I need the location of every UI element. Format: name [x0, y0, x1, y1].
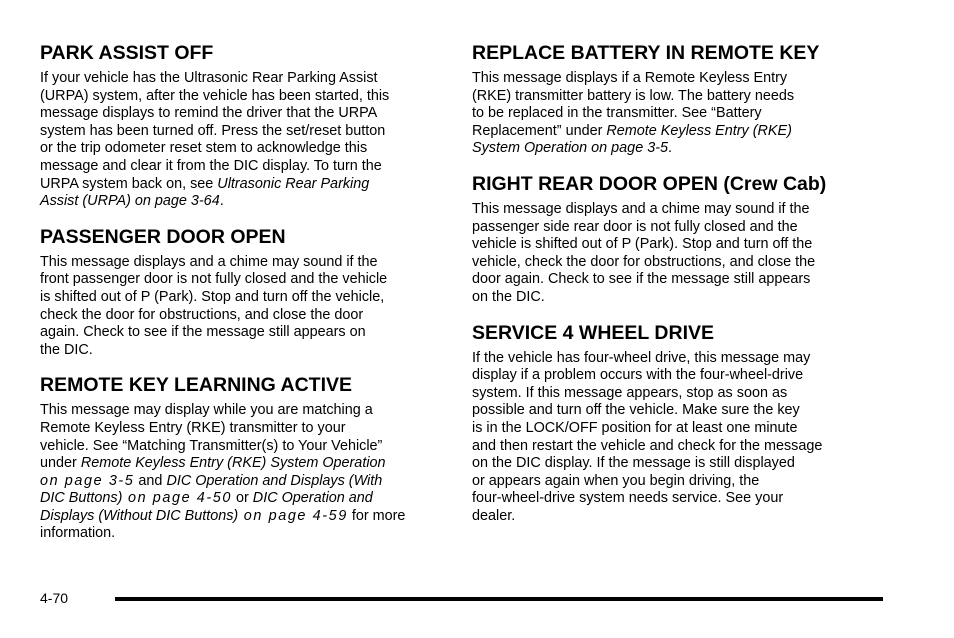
text-line: system. If this message appears, stop as soon as	[472, 384, 788, 401]
text-line: passenger side rear door is not fully closed and the	[472, 218, 798, 235]
text-line: is in the LOCK/OFF position for at least one minute	[472, 419, 798, 436]
cross-reference-urpa-page: Assist (URPA) on page 3-64	[40, 193, 220, 210]
left-column	[40, 42, 440, 543]
text-line: (URPA) system, after the vehicle has been started, this	[40, 87, 390, 104]
text-line: This message may display while you are matching a	[40, 402, 373, 419]
text-fragment: or	[232, 490, 253, 507]
text-line: front passenger door is not fully closed and the vehicle	[40, 271, 388, 288]
text-line: This message displays if a Remote Keyless Entry	[472, 70, 788, 86]
text-line: vehicle, check the door for obstructions, and close the	[472, 253, 816, 270]
text-line: Remote Keyless Entry (RKE) transmitter to your	[40, 419, 346, 436]
paragraph-service-4-wheel-drive	[472, 350, 872, 526]
cross-reference-rke: Remote Keyless Entry (RKE)	[606, 122, 792, 139]
text-line: is shifted out of P (Park). Stop and turn off the vehicle,	[40, 288, 385, 305]
heading-replace-battery: REPLACE BATTERY IN REMOTE KEY	[472, 42, 820, 64]
section-replace-battery	[472, 42, 872, 158]
text-line: (RKE) transmitter battery is low. The battery needs	[472, 87, 795, 104]
text-line: message displays to remind the driver that the URPA	[40, 105, 378, 122]
text-line	[472, 123, 872, 141]
text-line: dealer.	[472, 507, 516, 524]
text-line	[40, 473, 440, 491]
text-line: on the DIC display. If the message is still displayed	[472, 455, 795, 472]
cross-reference-dic-with: DIC Buttons)	[40, 490, 123, 507]
text-line: or the trip odometer reset stem to acknowledge this	[40, 140, 368, 157]
paragraph-passenger-door-open	[40, 254, 440, 360]
text-line: display if a problem occurs with the four-wheel-drive	[472, 367, 804, 384]
text-line	[40, 176, 440, 194]
cross-reference-page: on page 3-5	[40, 472, 135, 489]
section-right-rear-door-open	[472, 173, 872, 307]
section-service-4-wheel-drive	[472, 322, 872, 526]
text-fragment: under	[40, 455, 81, 472]
heading-right-rear-door-open: RIGHT REAR DOOR OPEN (Crew Cab)	[472, 172, 827, 195]
text-line	[40, 508, 440, 526]
heading-service-4-wheel-drive: SERVICE 4 WHEEL DRIVE	[472, 321, 715, 344]
text-fragment: URPA system back on, see	[40, 175, 218, 192]
text-fragment: Replacement” under	[472, 122, 607, 139]
text-line: again. Check to see if the message still appears on	[40, 324, 366, 341]
text-line	[40, 455, 440, 473]
paragraph-replace-battery	[472, 70, 872, 158]
text-line: message and clear it from the DIC display. To turn the	[40, 157, 382, 174]
text-line	[40, 490, 440, 508]
cross-reference-rke-page: System Operation on page 3-5	[472, 140, 668, 157]
text-line: to be replaced in the transmitter. See “Battery	[472, 105, 762, 122]
cross-reference-dic-with: DIC Operation and Displays (With	[166, 472, 383, 489]
text-line: This message displays and a chime may sound if the	[472, 200, 810, 217]
text-line: possible and turn off the vehicle. Make sure the key	[472, 402, 800, 419]
heading-park-assist-off: PARK ASSIST OFF	[40, 42, 214, 64]
text-fragment: for more	[347, 507, 406, 524]
text-line: and then restart the vehicle and check for the message	[472, 437, 823, 454]
text-line: information.	[40, 525, 116, 542]
cross-reference-rke: Remote Keyless Entry (RKE) System Operation	[80, 455, 386, 472]
text-line: the DIC.	[40, 341, 93, 358]
heading-remote-key-learning-active: REMOTE KEY LEARNING ACTIVE	[40, 374, 353, 397]
text-fragment: and	[134, 472, 167, 489]
text-line: If the vehicle has four-wheel drive, this message may	[472, 349, 811, 366]
heading-passenger-door-open: PASSENGER DOOR OPEN	[40, 225, 286, 248]
text-line	[472, 140, 872, 158]
cross-reference-dic-without: DIC Operation and	[252, 490, 373, 507]
text-line: system has been turned off. Press the set/reset button	[40, 122, 386, 139]
paragraph-remote-key-learning-active	[40, 402, 440, 543]
text-fragment: .	[668, 140, 672, 157]
text-line: on the DIC.	[472, 288, 545, 305]
cross-reference-urpa: Ultrasonic Rear Parking	[217, 175, 370, 192]
text-line: If your vehicle has the Ultrasonic Rear Parking Assist	[40, 70, 378, 86]
page-number: 4-70	[40, 590, 69, 606]
section-remote-key-learning-active	[40, 374, 440, 543]
text-line: check the door for obstructions, and close the door	[40, 306, 364, 323]
text-line	[40, 193, 440, 211]
text-line: This message displays and a chime may sound if the	[40, 253, 378, 270]
cross-reference-dic-without: Displays (Without DIC Buttons)	[40, 507, 239, 524]
paragraph-park-assist-off	[40, 70, 440, 211]
text-line: door again. Check to see if the message still appears	[472, 271, 811, 288]
cross-reference-page: on page 4-50	[122, 490, 232, 507]
text-line: four-wheel-drive system needs service. See your	[472, 490, 784, 507]
text-line: vehicle. See “Matching Transmitter(s) to Your Vehicle”	[40, 437, 383, 454]
section-passenger-door-open	[40, 226, 440, 360]
text-line: or appears again when you begin driving, the	[472, 472, 760, 489]
right-column	[472, 42, 872, 525]
section-park-assist-off	[40, 42, 440, 211]
cross-reference-page: on page 4-59	[238, 507, 348, 524]
footer-rule	[115, 597, 883, 601]
text-line: vehicle is shifted out of P (Park). Stop and turn off the	[472, 236, 813, 253]
text-fragment: .	[219, 193, 224, 210]
paragraph-right-rear-door-open	[472, 201, 872, 307]
